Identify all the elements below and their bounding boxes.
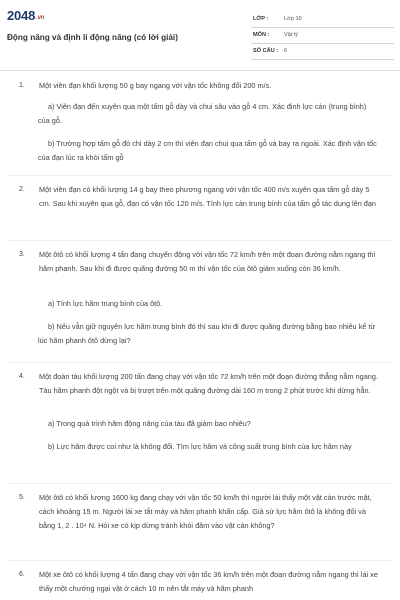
meta-row-class [251,12,394,28]
question-part [38,137,380,165]
question-separator [8,362,392,363]
question-text: Một ôtô có khối lượng 4 tấn đang chuyển động với vận tốc 72 km/h trên một đoạn đường nằm ngang thì hãm phanh. Sau khi đi được quãng đường 50 m thì vận tốc của ôtô giảm xuống còn 36 km/h. [39,250,376,273]
meta-value-count: 6 [284,48,288,54]
meta-label-class: LỚP : [253,16,269,22]
meta-row-subject [251,28,394,44]
meta-label-subject: MÔN : [253,32,270,38]
question-number: 6. [19,571,25,578]
question-part [38,100,380,128]
question-number: 2. [19,186,25,193]
meta-info-table [251,12,394,60]
question-number: 3. [19,251,25,258]
page-header [0,0,400,70]
question-separator [8,560,392,561]
question-text: Một ôtô có khối lượng 1600 kg đang chạy với vận tốc 50 km/h thì người lái thấy một vật cản trước mặt, cách khoảng 15 m. Người lái xe tắt máy và hãm phanh khẩn cấp. Giả sử lực hãm ôtô là không đổi và bằng 1, 2 . 10⁴ N. Hỏi xe có kịp dừng tránh khỏi đâm vào vật cản không? [39,493,372,530]
question-number: 4. [19,373,25,380]
question-part [38,320,380,348]
question-part-text: a) Tính lực hãm trung bình của ôtô. [48,299,163,308]
question-text: Một xe ôtô có khối lượng 4 tấn đang chạy với vận tốc 36 km/h trên một đoạn đường nằm ngang thì lái xe thấy một chướng ngại vật ở cách 10 m nên tắt máy và hãm phanh [39,570,378,593]
question-part-text: a) Trong quá trình hãm động năng của tàu đã giảm bao nhiêu? [48,419,251,428]
logo-main-text: 2048 [7,8,36,23]
logo-suffix-text: .vn [36,15,45,21]
site-logo[interactable] [7,8,44,23]
meta-value-subject: Vật lý [284,32,298,38]
question-part-text: b) Trường hợp tấm gỗ đó chỉ dày 2 cm thì viên đạn chui qua tấm gỗ và bay ra ngoài. Xác định vận tốc của đạn lúc ra khỏi tấm gỗ [38,139,377,162]
meta-row-count [251,44,394,60]
question-separator [8,240,392,241]
question-part-text: a) Viên đạn đến xuyên qua một tấm gỗ dày và chui sâu vào gỗ 4 cm. Xác định lực cản (trung bình) của gỗ. [38,102,367,125]
question-number: 1. [19,82,25,89]
question-part-text: b) Nếu vẫn giữ nguyên lực hãm trung bình đó thì sau khi đi được quãng đường bằng bao nhiêu kể từ lúc hãm phanh ôtô dừng lại? [38,322,376,345]
question-text: Một viên đạn khối lượng 50 g bay ngang với vận tốc không đổi 200 m/s. [39,81,272,90]
question-separator [8,483,392,484]
question-part [38,297,380,311]
question-part-text: b) Lực hãm được coi như là không đổi. Tìm lực hãm và công suất trung bình của lực hãm này [48,442,352,451]
question-text: Một đoàn tàu khối lượng 200 tấn đang chạy với vận tốc 72 km/h trên một đoạn đường thẳng nằm ngang. Tàu hãm phanh đột ngột và bị trượt trên một quãng đường dài 160 m trong 2 phút trước khi dừng hẳn. [39,372,378,395]
question-part [38,417,380,431]
question-separator [8,175,392,176]
question-text: Một viên đạn có khối lượng 14 g bay theo phương ngang với vận tốc 400 m/s xuyên qua tấm gỗ dày 5 cm. Sau khi xuyên qua gỗ, đạn có vận tốc 120 m/s. Tính lực cản trung bình của tấm gỗ tác dụng lên đạn [39,185,376,208]
meta-label-count: SỐ CÂU : [253,48,279,54]
question-part [38,440,380,454]
header-divider [0,70,400,71]
question-number: 5. [19,494,25,501]
document-title: Động năng và định lí động năng (có lời giải) [7,33,178,42]
meta-value-class: Lớp 10 [284,16,302,22]
